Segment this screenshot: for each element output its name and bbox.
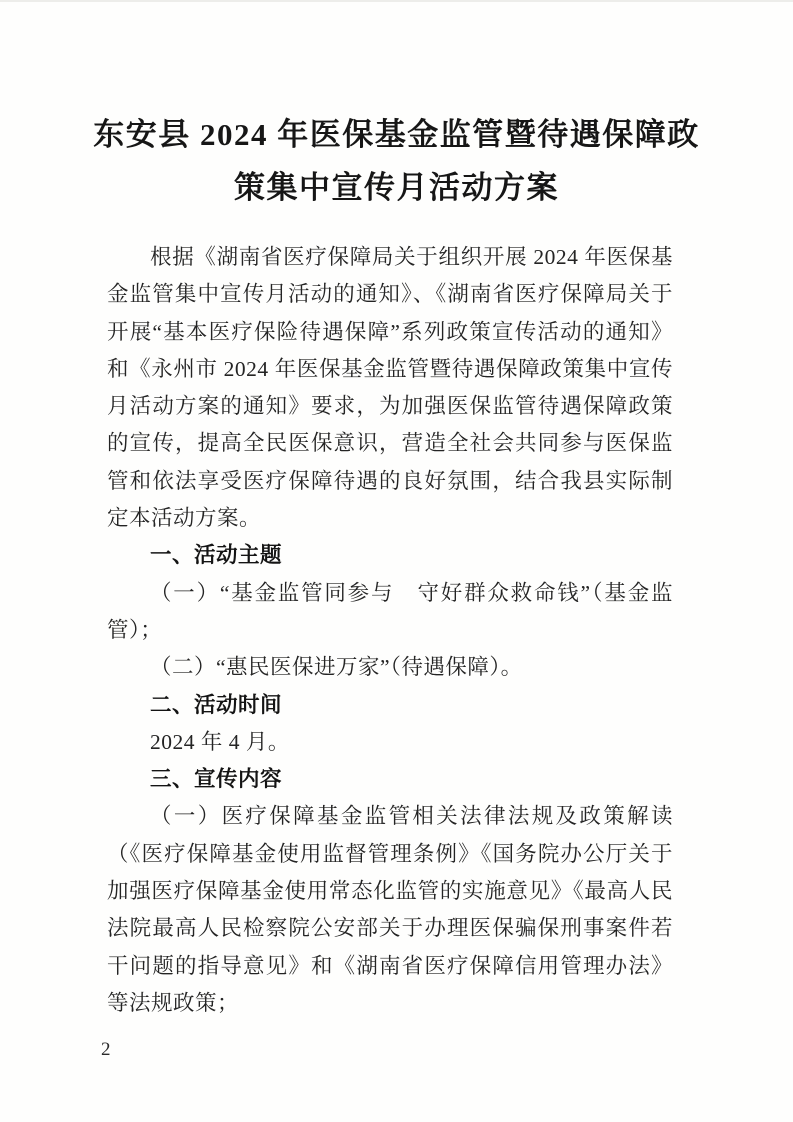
document-title bbox=[60, 108, 733, 214]
document-title-line-1: 东安县 2024 年医保基金监管暨待遇保障政 bbox=[93, 117, 700, 152]
document-body bbox=[107, 239, 673, 1022]
publicity-content-item-1: （一）医疗保障基金监管相关法律法规及政策解读（《医疗保障基金使用监督管理条例》《国务院办公厅关于加强医疗保障基金使用常态化监管的实施意见》《最高人民法院最高人民检察院公安部关于办理医保骗保刑事案件若干问题的指导意见》和《湖南省医疗保障信用管理办法》等法规政策； bbox=[107, 804, 673, 1015]
scan-edge-line bbox=[0, 0, 793, 2]
theme-item-2: （二）“惠民医保进万家”（待遇保障）。 bbox=[150, 655, 523, 680]
section-heading-1: 一、活动主题 bbox=[150, 543, 283, 568]
page-number: 2 bbox=[101, 1039, 111, 1060]
document-title-line-2: 策集中宣传月活动方案 bbox=[234, 170, 559, 205]
theme-item-1: （一）“基金监管同参与 守好群众救命钱”（基金监管）； bbox=[107, 580, 673, 642]
activity-time: 2024 年 4 月。 bbox=[150, 729, 290, 754]
intro-paragraph: 根据《湖南省医疗保障局关于组织开展 2024 年医保基金监管集中宣传月活动的通知》、《湖南省医疗保障局关于开展“基本医疗保险待遇保障”系列政策宣传活动的通知》和《永州市 2024 年医保基金监管暨待遇保障政策集中宣传月活动方案的通知》要求，为加强医保监管待遇保障政策的宣传，提高全民医保意识，营造全社会共同参与医保监管和依法享受医疗保障待遇的良好氛围，结合我县实际制定本活动方案。 bbox=[107, 245, 673, 531]
section-heading-3: 三、宣传内容 bbox=[150, 767, 283, 792]
section-heading-2: 二、活动时间 bbox=[150, 692, 283, 717]
